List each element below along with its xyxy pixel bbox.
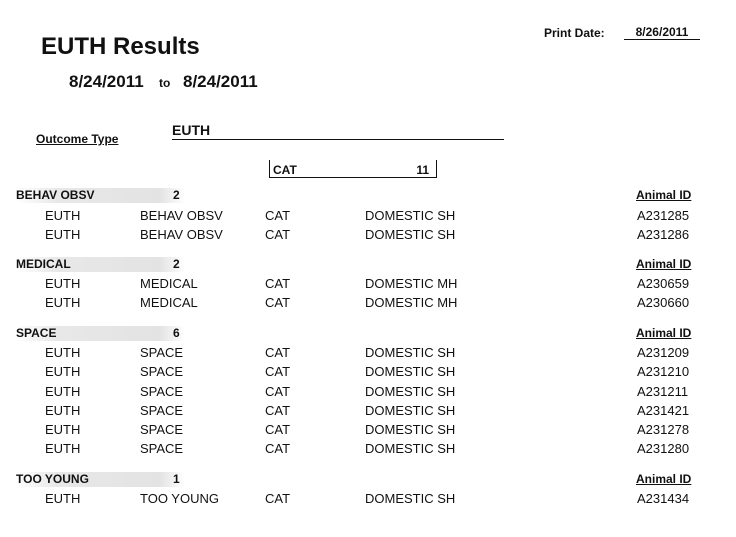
date-range-end: 8/24/2011: [183, 72, 258, 91]
table-row: [0, 295, 736, 314]
animal-id-cell: A230660: [637, 295, 690, 310]
breed-cell: DOMESTIC SH: [365, 345, 456, 360]
outcome-cell: EUTH: [45, 403, 81, 418]
animal-id-header: Animal ID: [636, 326, 692, 340]
breed-cell: DOMESTIC SH: [365, 403, 456, 418]
breed-cell: DOMESTIC SH: [365, 364, 456, 379]
animal-id-cell: A231211: [637, 384, 689, 399]
reason-cell: SPACE: [140, 384, 184, 399]
reason-cell: TOO YOUNG: [140, 491, 219, 506]
animal-id-cell: A231209: [637, 345, 690, 360]
reason-cell: SPACE: [140, 422, 184, 437]
species-cell: CAT: [265, 384, 291, 399]
animal-id-cell: A231280: [637, 441, 690, 456]
breed-cell: DOMESTIC SH: [365, 384, 456, 399]
table-row: [0, 227, 736, 246]
outcome-cell: EUTH: [45, 491, 81, 506]
animal-id-header: Animal ID: [636, 188, 692, 202]
table-row: [0, 403, 736, 422]
outcome-cell: EUTH: [45, 364, 81, 379]
species-summary-count: 11: [416, 163, 429, 177]
species-cell: CAT: [265, 227, 291, 242]
animal-id-cell: A231278: [637, 422, 690, 437]
section-count: 1: [173, 472, 180, 486]
species-cell: CAT: [265, 441, 291, 456]
section-name-text: MEDICAL: [16, 257, 71, 271]
section-name-text: TOO YOUNG: [16, 472, 89, 486]
animal-id-cell: A230659: [637, 276, 690, 291]
breed-cell: DOMESTIC SH: [365, 422, 456, 437]
animal-id-cell: A231285: [637, 208, 690, 223]
breed-cell: DOMESTIC MH: [365, 295, 458, 310]
section-count: 6: [173, 326, 180, 340]
animal-id-header: Animal ID: [636, 472, 692, 486]
table-row: [0, 345, 736, 364]
section-count: 2: [173, 188, 180, 202]
reason-cell: MEDICAL: [140, 276, 198, 291]
species-cell: CAT: [265, 345, 291, 360]
animal-id-cell: A231210: [637, 364, 690, 379]
animal-id-header: Animal ID: [636, 257, 692, 271]
breed-cell: DOMESTIC MH: [365, 276, 458, 291]
animal-id-cell: A231286: [637, 227, 690, 242]
print-date-label: Print Date:: [544, 26, 605, 40]
table-row: [0, 491, 736, 510]
table-row: [0, 384, 736, 403]
outcome-type-value: EUTH: [172, 122, 504, 140]
table-row: [0, 422, 736, 441]
species-cell: CAT: [265, 364, 291, 379]
print-date-value: 8/26/2011: [624, 25, 700, 40]
breed-cell: DOMESTIC SH: [365, 227, 456, 242]
animal-id-cell: A231421: [637, 403, 690, 418]
outcome-cell: EUTH: [45, 295, 81, 310]
outcome-cell: EUTH: [45, 276, 81, 291]
species-cell: CAT: [265, 295, 291, 310]
reason-cell: BEHAV OBSV: [140, 208, 223, 223]
reason-cell: SPACE: [140, 364, 184, 379]
species-summary-label: CAT: [273, 163, 297, 177]
outcome-cell: EUTH: [45, 441, 81, 456]
reason-cell: SPACE: [140, 403, 184, 418]
breed-cell: DOMESTIC SH: [365, 441, 456, 456]
animal-id-cell: A231434: [637, 491, 690, 506]
outcome-cell: EUTH: [45, 227, 81, 242]
reason-cell: MEDICAL: [140, 295, 198, 310]
species-cell: CAT: [265, 403, 291, 418]
section-name: [15, 188, 185, 203]
date-range-start: 8/24/2011: [69, 72, 144, 91]
table-row: [0, 208, 736, 227]
table-row: [0, 441, 736, 460]
outcome-type-label: Outcome Type: [36, 132, 119, 146]
breed-cell: DOMESTIC SH: [365, 208, 456, 223]
reason-cell: SPACE: [140, 345, 184, 360]
section-name-text: SPACE: [16, 326, 57, 340]
species-cell: CAT: [265, 491, 291, 506]
section-count: 2: [173, 257, 180, 271]
section-name: [15, 257, 185, 272]
outcome-cell: EUTH: [45, 384, 81, 399]
species-summary-box: [269, 160, 437, 178]
section-name: [15, 326, 185, 341]
breed-cell: DOMESTIC SH: [365, 491, 456, 506]
outcome-cell: EUTH: [45, 208, 81, 223]
reason-cell: SPACE: [140, 441, 184, 456]
species-cell: CAT: [265, 422, 291, 437]
outcome-cell: EUTH: [45, 422, 81, 437]
species-cell: CAT: [265, 208, 291, 223]
section-name: [15, 472, 185, 487]
reason-cell: BEHAV OBSV: [140, 227, 223, 242]
species-cell: CAT: [265, 276, 291, 291]
section-name-text: BEHAV OBSV: [16, 188, 95, 202]
table-row: [0, 364, 736, 383]
table-row: [0, 276, 736, 295]
date-range-to: to: [159, 76, 171, 90]
outcome-cell: EUTH: [45, 345, 81, 360]
report-title: EUTH Results: [41, 33, 200, 60]
